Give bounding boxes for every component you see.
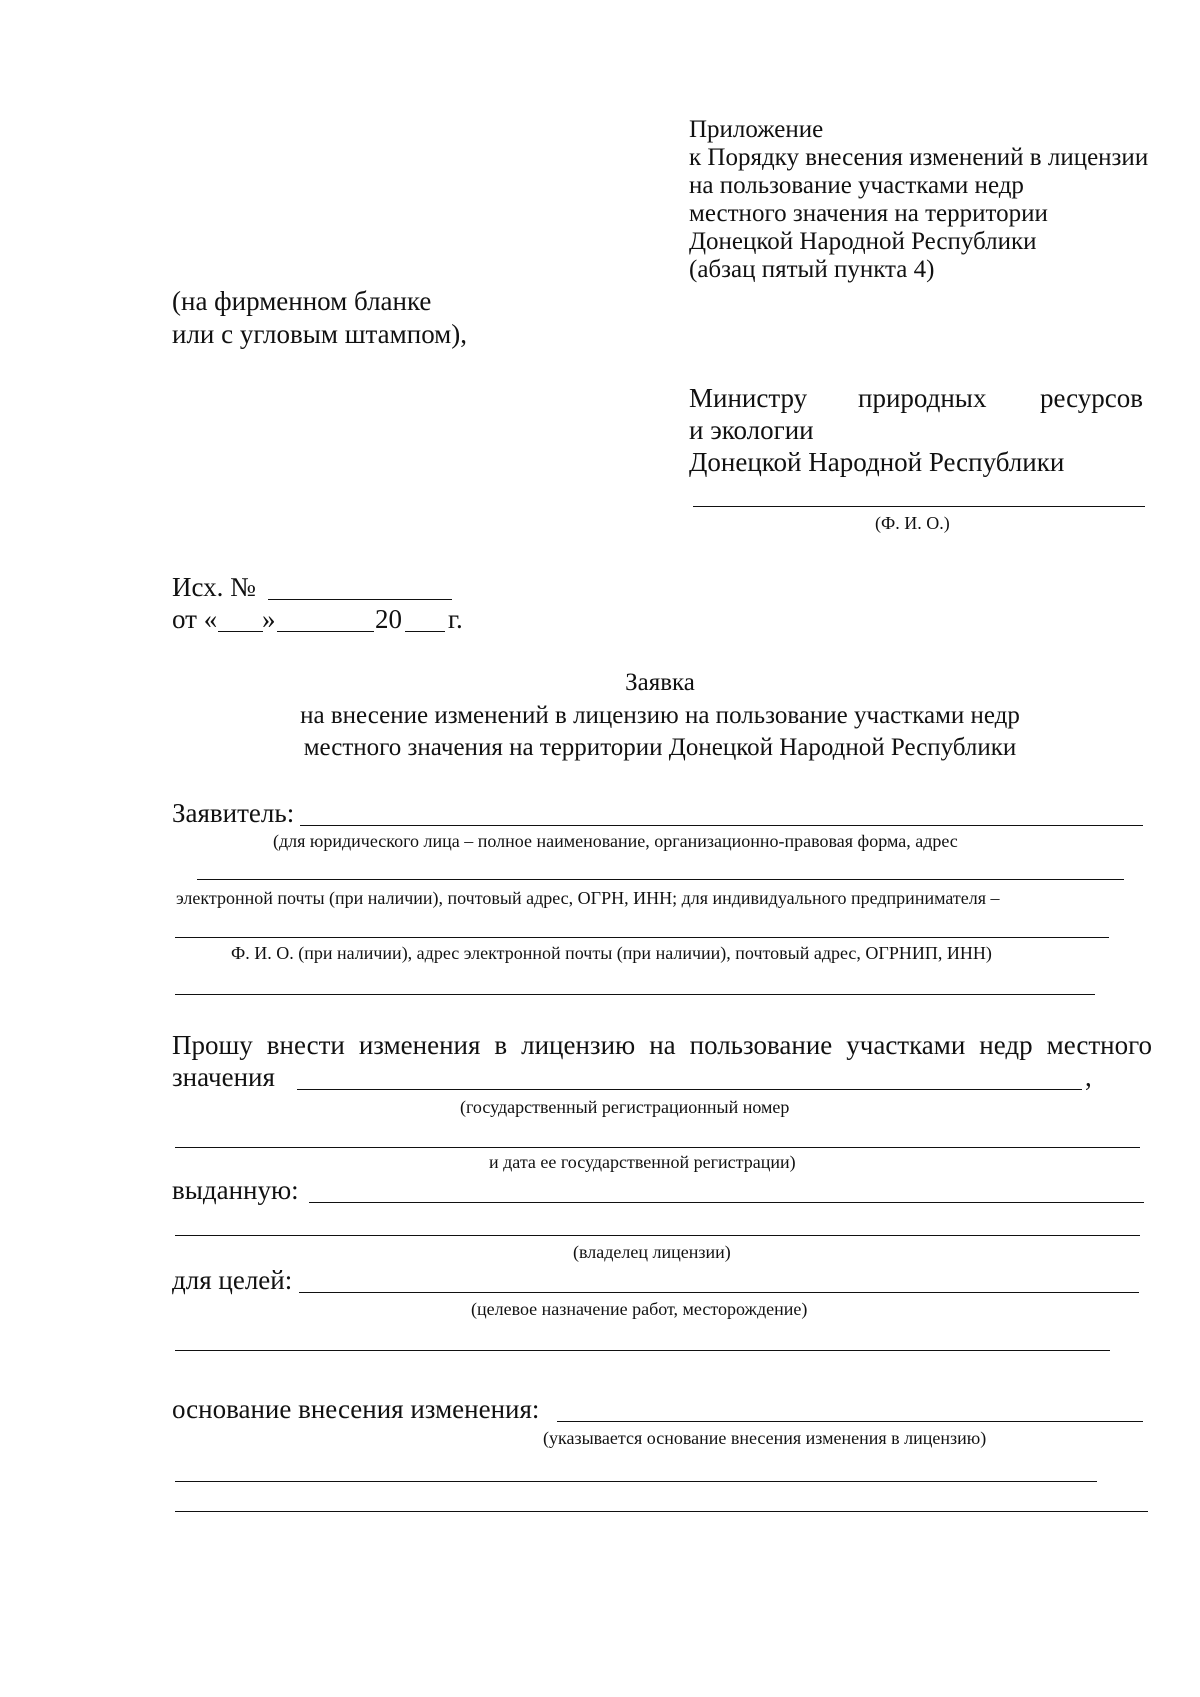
date-year-prefix: 20 [375, 604, 402, 634]
date-year-suffix: г. [448, 604, 463, 634]
fio-caption: (Ф. И. О.) [875, 513, 950, 533]
addressee-word-3: ресурсов [1040, 383, 1144, 413]
applicant-input-line-3[interactable] [175, 937, 1109, 938]
appendix-line-3: на пользование участками недр [689, 172, 1024, 199]
request-hint-1: (государственный регистрационный номер [460, 1097, 790, 1117]
letterhead-line-1: (на фирменном бланке [172, 286, 432, 316]
basis-input-line-1[interactable] [557, 1421, 1143, 1422]
basis-label: основание внесения изменения: [172, 1394, 540, 1424]
addressee-line-2: и экологии [689, 415, 814, 445]
applicant-hint-1: (для юридического лица – полное наименование, организационно-правовая форма, адрес [273, 831, 958, 851]
addressee-word-1: Министру [689, 383, 808, 413]
purpose-input-line-2[interactable] [175, 1350, 1110, 1351]
issued-hint: (владелец лицензии) [573, 1242, 731, 1262]
license-number-input-line[interactable] [297, 1089, 1082, 1090]
request-line-1: Прошу внести изменения в лицензию на пользование участками недр местного [172, 1030, 1152, 1060]
basis-hint: (указывается основание внесения изменения в лицензию) [543, 1428, 987, 1448]
applicant-hint-2: электронной почты (при наличии), почтовый адрес, ОГРН, ИНН; для индивидуального предпринимателя – [176, 888, 1000, 908]
purpose-label: для целей: [172, 1265, 293, 1295]
date-year-line[interactable] [405, 631, 445, 632]
request-hint-2: и дата ее государственной регистрации) [489, 1152, 796, 1172]
basis-input-line-3[interactable] [175, 1511, 1148, 1512]
outgoing-number-label: Исх. № [172, 572, 256, 602]
basis-input-line-2[interactable] [175, 1481, 1097, 1482]
applicant-input-line-4[interactable] [175, 994, 1095, 995]
applicant-hint-3: Ф. И. О. (при наличии), адрес электронной почты (при наличии), почтовый адрес, ОГРНИП, ИНН) [231, 943, 992, 963]
outgoing-number-line[interactable] [268, 599, 452, 600]
purpose-input-line-1[interactable] [299, 1292, 1139, 1293]
appendix-line-4: местного значения на территории [689, 200, 1048, 227]
appendix-line-6: (абзац пятый пункта 4) [689, 256, 935, 283]
appendix-line-5: Донецкой Народной Республики [689, 228, 1037, 255]
title-line-3: местного значения на территории Донецкой Народной Республики [303, 734, 1017, 761]
date-day-line[interactable] [218, 631, 263, 632]
request-comma: , [1085, 1062, 1092, 1092]
purpose-hint: (целевое назначение работ, месторождение) [471, 1299, 808, 1319]
date-month-line[interactable] [277, 631, 374, 632]
addressee-line-3: Донецкой Народной Республики [689, 447, 1065, 477]
letterhead-line-2: или с угловым штампом), [172, 319, 468, 349]
fio-input-line[interactable] [693, 506, 1145, 507]
date-from-label: от « [172, 604, 218, 634]
license-date-input-line[interactable] [175, 1147, 1140, 1148]
title-line-1: Заявка [625, 669, 695, 696]
date-quote-close: » [262, 604, 276, 634]
applicant-input-line-1[interactable] [300, 825, 1143, 826]
issued-input-line-2[interactable] [175, 1235, 1140, 1236]
appendix-line-1: Приложение [689, 116, 824, 143]
request-line-2-label: значения [172, 1062, 275, 1092]
addressee-word-2: природных [858, 383, 987, 413]
appendix-line-2: к Порядку внесения изменений в лицензии [689, 144, 1149, 171]
issued-label: выданную: [172, 1175, 299, 1205]
title-line-2: на внесение изменений в лицензию на пользование участками недр [300, 702, 1020, 729]
applicant-input-line-2[interactable] [197, 879, 1124, 880]
issued-input-line-1[interactable] [309, 1202, 1144, 1203]
applicant-label: Заявитель: [172, 798, 295, 828]
